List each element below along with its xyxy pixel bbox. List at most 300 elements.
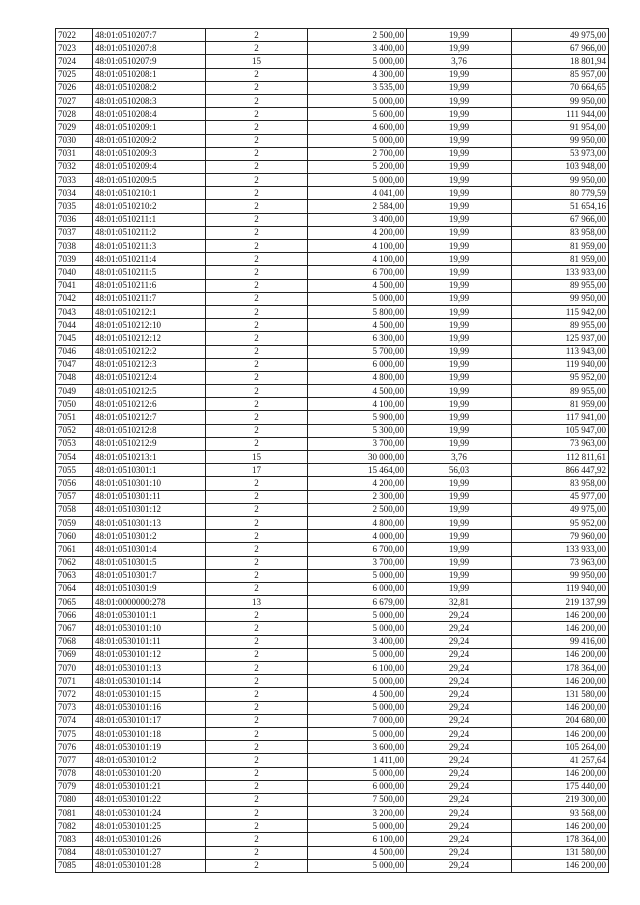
- area-cell: 4 000,00: [308, 530, 407, 543]
- rate-cell: 19,99: [407, 266, 512, 279]
- cadastral-number-cell: 48:01:0510212:7: [93, 411, 206, 424]
- area-cell: 5 000,00: [308, 820, 407, 833]
- row-number-cell: 7056: [56, 477, 93, 490]
- category-code-cell: 2: [206, 516, 308, 529]
- cadastral-number-cell: 48:01:0510301:12: [93, 503, 206, 516]
- row-number-cell: 7028: [56, 108, 93, 121]
- cadastral-number-cell: 48:01:0530101:25: [93, 820, 206, 833]
- category-code-cell: 2: [206, 820, 308, 833]
- category-code-cell: 2: [206, 688, 308, 701]
- table-row: [56, 609, 609, 622]
- rate-cell: 19,99: [407, 200, 512, 213]
- table-row: [56, 820, 609, 833]
- cadastral-number-cell: 48:01:0510211:1: [93, 213, 206, 226]
- rate-cell: 19,99: [407, 240, 512, 253]
- table-row: [56, 94, 609, 107]
- value-cell: 117 941,00: [512, 411, 609, 424]
- table-row: [56, 279, 609, 292]
- rate-cell: 29,24: [407, 754, 512, 767]
- row-number-cell: 7053: [56, 437, 93, 450]
- row-number-cell: 7042: [56, 292, 93, 305]
- value-cell: 146 200,00: [512, 622, 609, 635]
- cadastral-number-cell: 48:01:0510301:13: [93, 516, 206, 529]
- rate-cell: 19,99: [407, 29, 512, 42]
- row-number-cell: 7058: [56, 503, 93, 516]
- value-cell: 83 958,00: [512, 477, 609, 490]
- value-cell: 866 447,92: [512, 464, 609, 477]
- rate-cell: 3,76: [407, 55, 512, 68]
- row-number-cell: 7073: [56, 701, 93, 714]
- cadastral-number-cell: 48:01:0510211:4: [93, 253, 206, 266]
- table-row: [56, 121, 609, 134]
- table-row: [56, 81, 609, 94]
- table-row: [56, 160, 609, 173]
- cadastral-number-cell: 48:01:0510301:2: [93, 530, 206, 543]
- table-row: [56, 266, 609, 279]
- area-cell: 4 100,00: [308, 240, 407, 253]
- area-cell: 4 200,00: [308, 226, 407, 239]
- cadastral-number-cell: 48:01:0530101:20: [93, 767, 206, 780]
- table-row: [56, 859, 609, 872]
- cadastral-number-cell: 48:01:0510301:4: [93, 543, 206, 556]
- rate-cell: 29,24: [407, 780, 512, 793]
- category-code-cell: 2: [206, 292, 308, 305]
- cadastral-number-cell: 48:01:0530101:12: [93, 648, 206, 661]
- rate-cell: 29,24: [407, 846, 512, 859]
- cadastral-number-cell: 48:01:0530101:28: [93, 859, 206, 872]
- category-code-cell: 15: [206, 451, 308, 464]
- cadastral-number-cell: 48:01:0530101:1: [93, 609, 206, 622]
- row-number-cell: 7023: [56, 42, 93, 55]
- table-row: [56, 503, 609, 516]
- value-cell: 73 963,00: [512, 556, 609, 569]
- category-code-cell: 2: [206, 701, 308, 714]
- area-cell: 6 679,00: [308, 596, 407, 609]
- category-code-cell: 2: [206, 253, 308, 266]
- rate-cell: 56,03: [407, 464, 512, 477]
- row-number-cell: 7082: [56, 820, 93, 833]
- value-cell: 131 580,00: [512, 846, 609, 859]
- table-row: [56, 451, 609, 464]
- category-code-cell: 2: [206, 160, 308, 173]
- category-code-cell: 2: [206, 780, 308, 793]
- rate-cell: 29,24: [407, 688, 512, 701]
- area-cell: 3 600,00: [308, 741, 407, 754]
- table-row: [56, 411, 609, 424]
- cadastral-number-cell: 48:01:0510211:5: [93, 266, 206, 279]
- rate-cell: 19,99: [407, 385, 512, 398]
- table-row: [56, 543, 609, 556]
- value-cell: 73 963,00: [512, 437, 609, 450]
- value-cell: 119 940,00: [512, 358, 609, 371]
- row-number-cell: 7075: [56, 727, 93, 740]
- value-cell: 99 950,00: [512, 134, 609, 147]
- row-number-cell: 7041: [56, 279, 93, 292]
- category-code-cell: 17: [206, 464, 308, 477]
- rate-cell: 19,99: [407, 424, 512, 437]
- row-number-cell: 7040: [56, 266, 93, 279]
- row-number-cell: 7069: [56, 648, 93, 661]
- area-cell: 5 700,00: [308, 345, 407, 358]
- row-number-cell: 7027: [56, 94, 93, 107]
- cadastral-number-cell: 48:01:0510301:7: [93, 569, 206, 582]
- area-cell: 5 000,00: [308, 675, 407, 688]
- category-code-cell: 2: [206, 42, 308, 55]
- row-number-cell: 7022: [56, 29, 93, 42]
- category-code-cell: 13: [206, 596, 308, 609]
- category-code-cell: 2: [206, 279, 308, 292]
- category-code-cell: 2: [206, 754, 308, 767]
- category-code-cell: 2: [206, 503, 308, 516]
- cadastral-number-cell: 48:01:0510208:4: [93, 108, 206, 121]
- rate-cell: 29,24: [407, 820, 512, 833]
- category-code-cell: 2: [206, 582, 308, 595]
- category-code-cell: 2: [206, 859, 308, 872]
- rate-cell: 19,99: [407, 68, 512, 81]
- area-cell: 5 000,00: [308, 569, 407, 582]
- category-code-cell: 2: [206, 81, 308, 94]
- table-row: [56, 622, 609, 635]
- cadastral-number-cell: 48:01:0530101:26: [93, 833, 206, 846]
- category-code-cell: 2: [206, 266, 308, 279]
- table-row: [56, 253, 609, 266]
- table-row: [56, 714, 609, 727]
- rate-cell: 19,99: [407, 358, 512, 371]
- row-number-cell: 7067: [56, 622, 93, 635]
- cadastral-number-cell: 48:01:0510301:9: [93, 582, 206, 595]
- rate-cell: 19,99: [407, 279, 512, 292]
- row-number-cell: 7057: [56, 490, 93, 503]
- row-number-cell: 7070: [56, 662, 93, 675]
- row-number-cell: 7080: [56, 793, 93, 806]
- row-number-cell: 7035: [56, 200, 93, 213]
- value-cell: 95 952,00: [512, 516, 609, 529]
- table-row: [56, 767, 609, 780]
- category-code-cell: 2: [206, 68, 308, 81]
- table-row: [56, 292, 609, 305]
- area-cell: 4 800,00: [308, 371, 407, 384]
- row-number-cell: 7043: [56, 305, 93, 318]
- row-number-cell: 7047: [56, 358, 93, 371]
- cadastral-number-cell: 48:01:0510209:5: [93, 174, 206, 187]
- rate-cell: 29,24: [407, 741, 512, 754]
- table-row: [56, 200, 609, 213]
- rate-cell: 29,24: [407, 622, 512, 635]
- rate-cell: 29,24: [407, 727, 512, 740]
- rate-cell: 29,24: [407, 767, 512, 780]
- category-code-cell: 2: [206, 187, 308, 200]
- row-number-cell: 7048: [56, 371, 93, 384]
- cadastral-number-cell: 48:01:0530101:27: [93, 846, 206, 859]
- value-cell: 115 942,00: [512, 305, 609, 318]
- row-number-cell: 7066: [56, 609, 93, 622]
- cadastral-number-cell: 48:01:0530101:11: [93, 635, 206, 648]
- area-cell: 3 400,00: [308, 635, 407, 648]
- area-cell: 3 700,00: [308, 556, 407, 569]
- rate-cell: 19,99: [407, 108, 512, 121]
- table-row: [56, 490, 609, 503]
- area-cell: 4 100,00: [308, 253, 407, 266]
- area-cell: 5 200,00: [308, 160, 407, 173]
- value-cell: 105 947,00: [512, 424, 609, 437]
- category-code-cell: 2: [206, 345, 308, 358]
- table-row: [56, 437, 609, 450]
- category-code-cell: 2: [206, 385, 308, 398]
- cadastral-number-cell: 48:01:0510212:2: [93, 345, 206, 358]
- table-row: [56, 371, 609, 384]
- category-code-cell: 2: [206, 767, 308, 780]
- area-cell: 6 000,00: [308, 582, 407, 595]
- row-number-cell: 7038: [56, 240, 93, 253]
- cadastral-number-cell: 48:01:0510212:4: [93, 371, 206, 384]
- row-number-cell: 7059: [56, 516, 93, 529]
- row-number-cell: 7081: [56, 807, 93, 820]
- area-cell: 2 500,00: [308, 503, 407, 516]
- category-code-cell: 2: [206, 226, 308, 239]
- value-cell: 178 364,00: [512, 833, 609, 846]
- rate-cell: 19,99: [407, 121, 512, 134]
- rate-cell: 19,99: [407, 477, 512, 490]
- value-cell: 85 957,00: [512, 68, 609, 81]
- value-cell: 18 801,94: [512, 55, 609, 68]
- rate-cell: 19,99: [407, 305, 512, 318]
- table-row: [56, 569, 609, 582]
- table-row: [56, 240, 609, 253]
- area-cell: 5 000,00: [308, 622, 407, 635]
- cadastral-number-cell: 48:01:0510210:1: [93, 187, 206, 200]
- category-code-cell: 2: [206, 727, 308, 740]
- row-number-cell: 7031: [56, 147, 93, 160]
- value-cell: 103 948,00: [512, 160, 609, 173]
- value-cell: 146 200,00: [512, 648, 609, 661]
- row-number-cell: 7034: [56, 187, 93, 200]
- category-code-cell: 2: [206, 29, 308, 42]
- area-cell: 6 700,00: [308, 543, 407, 556]
- cadastral-number-cell: 48:01:0510301:11: [93, 490, 206, 503]
- category-code-cell: 2: [206, 846, 308, 859]
- table-row: [56, 226, 609, 239]
- row-number-cell: 7079: [56, 780, 93, 793]
- cadastral-number-cell: 48:01:0530101:18: [93, 727, 206, 740]
- row-number-cell: 7046: [56, 345, 93, 358]
- rate-cell: 29,24: [407, 807, 512, 820]
- value-cell: 146 200,00: [512, 675, 609, 688]
- cadastral-number-cell: 48:01:0510209:1: [93, 121, 206, 134]
- table-row: [56, 662, 609, 675]
- area-cell: 5 000,00: [308, 134, 407, 147]
- value-cell: 89 955,00: [512, 385, 609, 398]
- value-cell: 133 933,00: [512, 266, 609, 279]
- rate-cell: 19,99: [407, 94, 512, 107]
- row-number-cell: 7061: [56, 543, 93, 556]
- value-cell: 146 200,00: [512, 727, 609, 740]
- row-number-cell: 7072: [56, 688, 93, 701]
- area-cell: 5 000,00: [308, 767, 407, 780]
- value-cell: 70 664,65: [512, 81, 609, 94]
- table-row: [56, 187, 609, 200]
- area-cell: 6 000,00: [308, 358, 407, 371]
- table-row: [56, 648, 609, 661]
- area-cell: 5 300,00: [308, 424, 407, 437]
- area-cell: 6 100,00: [308, 833, 407, 846]
- area-cell: 3 400,00: [308, 213, 407, 226]
- cadastral-number-cell: 48:01:0510213:1: [93, 451, 206, 464]
- rate-cell: 19,99: [407, 437, 512, 450]
- rate-cell: 19,99: [407, 569, 512, 582]
- value-cell: 80 779,59: [512, 187, 609, 200]
- rate-cell: 29,24: [407, 662, 512, 675]
- row-number-cell: 7065: [56, 596, 93, 609]
- row-number-cell: 7052: [56, 424, 93, 437]
- cadastral-number-cell: 48:01:0510207:8: [93, 42, 206, 55]
- row-number-cell: 7049: [56, 385, 93, 398]
- table-row: [56, 134, 609, 147]
- value-cell: 49 975,00: [512, 29, 609, 42]
- rate-cell: 19,99: [407, 147, 512, 160]
- category-code-cell: 2: [206, 648, 308, 661]
- row-number-cell: 7060: [56, 530, 93, 543]
- value-cell: 53 973,00: [512, 147, 609, 160]
- area-cell: 5 000,00: [308, 727, 407, 740]
- value-cell: 45 977,00: [512, 490, 609, 503]
- cadastral-number-cell: 48:01:0510212:5: [93, 385, 206, 398]
- area-cell: 7 000,00: [308, 714, 407, 727]
- rate-cell: 19,99: [407, 411, 512, 424]
- value-cell: 91 954,00: [512, 121, 609, 134]
- row-number-cell: 7068: [56, 635, 93, 648]
- table-row: [56, 741, 609, 754]
- table-row: [56, 55, 609, 68]
- area-cell: 5 000,00: [308, 609, 407, 622]
- area-cell: 6 100,00: [308, 662, 407, 675]
- row-number-cell: 7025: [56, 68, 93, 81]
- cadastral-number-cell: 48:01:0510212:10: [93, 319, 206, 332]
- category-code-cell: 2: [206, 94, 308, 107]
- cadastral-number-cell: 48:01:0530101:14: [93, 675, 206, 688]
- value-cell: 113 943,00: [512, 345, 609, 358]
- value-cell: 49 975,00: [512, 503, 609, 516]
- rate-cell: 29,24: [407, 635, 512, 648]
- rate-cell: 19,99: [407, 42, 512, 55]
- category-code-cell: 2: [206, 530, 308, 543]
- value-cell: 67 966,00: [512, 213, 609, 226]
- area-cell: 4 500,00: [308, 688, 407, 701]
- cadastral-number-cell: 48:01:0510301:5: [93, 556, 206, 569]
- category-code-cell: 2: [206, 675, 308, 688]
- rate-cell: 19,99: [407, 398, 512, 411]
- category-code-cell: 2: [206, 174, 308, 187]
- rate-cell: 19,99: [407, 160, 512, 173]
- cadastral-number-cell: 48:01:0530101:24: [93, 807, 206, 820]
- rate-cell: 19,99: [407, 503, 512, 516]
- category-code-cell: 2: [206, 200, 308, 213]
- category-code-cell: 2: [206, 714, 308, 727]
- row-number-cell: 7024: [56, 55, 93, 68]
- cadastral-number-cell: 48:01:0510301:1: [93, 464, 206, 477]
- row-number-cell: 7078: [56, 767, 93, 780]
- table-row: [56, 319, 609, 332]
- value-cell: 83 958,00: [512, 226, 609, 239]
- value-cell: 178 364,00: [512, 662, 609, 675]
- rate-cell: 29,24: [407, 714, 512, 727]
- area-cell: 5 000,00: [308, 55, 407, 68]
- category-code-cell: 2: [206, 147, 308, 160]
- cadastral-number-cell: 48:01:0510211:7: [93, 292, 206, 305]
- cadastral-number-cell: 48:01:0510208:2: [93, 81, 206, 94]
- cadastral-number-cell: 48:01:0510212:3: [93, 358, 206, 371]
- area-cell: 4 100,00: [308, 398, 407, 411]
- table-row: [56, 174, 609, 187]
- value-cell: 95 952,00: [512, 371, 609, 384]
- table-row: [56, 332, 609, 345]
- area-cell: 5 000,00: [308, 292, 407, 305]
- table-row: [56, 675, 609, 688]
- area-cell: 5 000,00: [308, 701, 407, 714]
- area-cell: 6 700,00: [308, 266, 407, 279]
- row-number-cell: 7062: [56, 556, 93, 569]
- value-cell: 79 960,00: [512, 530, 609, 543]
- area-cell: 5 000,00: [308, 859, 407, 872]
- area-cell: 4 200,00: [308, 477, 407, 490]
- row-number-cell: 7029: [56, 121, 93, 134]
- rate-cell: 19,99: [407, 582, 512, 595]
- row-number-cell: 7045: [56, 332, 93, 345]
- category-code-cell: 2: [206, 807, 308, 820]
- table-row: [56, 556, 609, 569]
- value-cell: 111 944,00: [512, 108, 609, 121]
- area-cell: 4 500,00: [308, 846, 407, 859]
- cadastral-number-cell: 48:01:0530101:2: [93, 754, 206, 767]
- row-number-cell: 7083: [56, 833, 93, 846]
- row-number-cell: 7026: [56, 81, 93, 94]
- table-row: [56, 464, 609, 477]
- cadastral-number-cell: 48:01:0510212:1: [93, 305, 206, 318]
- value-cell: 204 680,00: [512, 714, 609, 727]
- rate-cell: 19,99: [407, 530, 512, 543]
- table-row: [56, 358, 609, 371]
- table-row: [56, 147, 609, 160]
- rate-cell: 19,99: [407, 253, 512, 266]
- value-cell: 99 950,00: [512, 292, 609, 305]
- table-row: [56, 42, 609, 55]
- cadastral-number-cell: 48:01:0510209:4: [93, 160, 206, 173]
- value-cell: 81 959,00: [512, 240, 609, 253]
- rate-cell: 29,24: [407, 648, 512, 661]
- value-cell: 89 955,00: [512, 319, 609, 332]
- row-number-cell: 7039: [56, 253, 93, 266]
- cadastral-number-cell: 48:01:0510211:2: [93, 226, 206, 239]
- table-row: [56, 530, 609, 543]
- cadastral-value-table: [55, 28, 609, 873]
- cadastral-number-cell: 48:01:0510209:3: [93, 147, 206, 160]
- value-cell: 81 959,00: [512, 398, 609, 411]
- category-code-cell: 2: [206, 332, 308, 345]
- cadastral-number-cell: 48:01:0510208:1: [93, 68, 206, 81]
- area-cell: 4 500,00: [308, 319, 407, 332]
- row-number-cell: 7076: [56, 741, 93, 754]
- category-code-cell: 2: [206, 121, 308, 134]
- cadastral-number-cell: 48:01:0530101:19: [93, 741, 206, 754]
- value-cell: 131 580,00: [512, 688, 609, 701]
- rate-cell: 19,99: [407, 371, 512, 384]
- category-code-cell: 2: [206, 622, 308, 635]
- value-cell: 51 654,16: [512, 200, 609, 213]
- area-cell: 2 500,00: [308, 29, 407, 42]
- table-row: [56, 688, 609, 701]
- value-cell: 81 959,00: [512, 253, 609, 266]
- row-number-cell: 7085: [56, 859, 93, 872]
- area-cell: 2 300,00: [308, 490, 407, 503]
